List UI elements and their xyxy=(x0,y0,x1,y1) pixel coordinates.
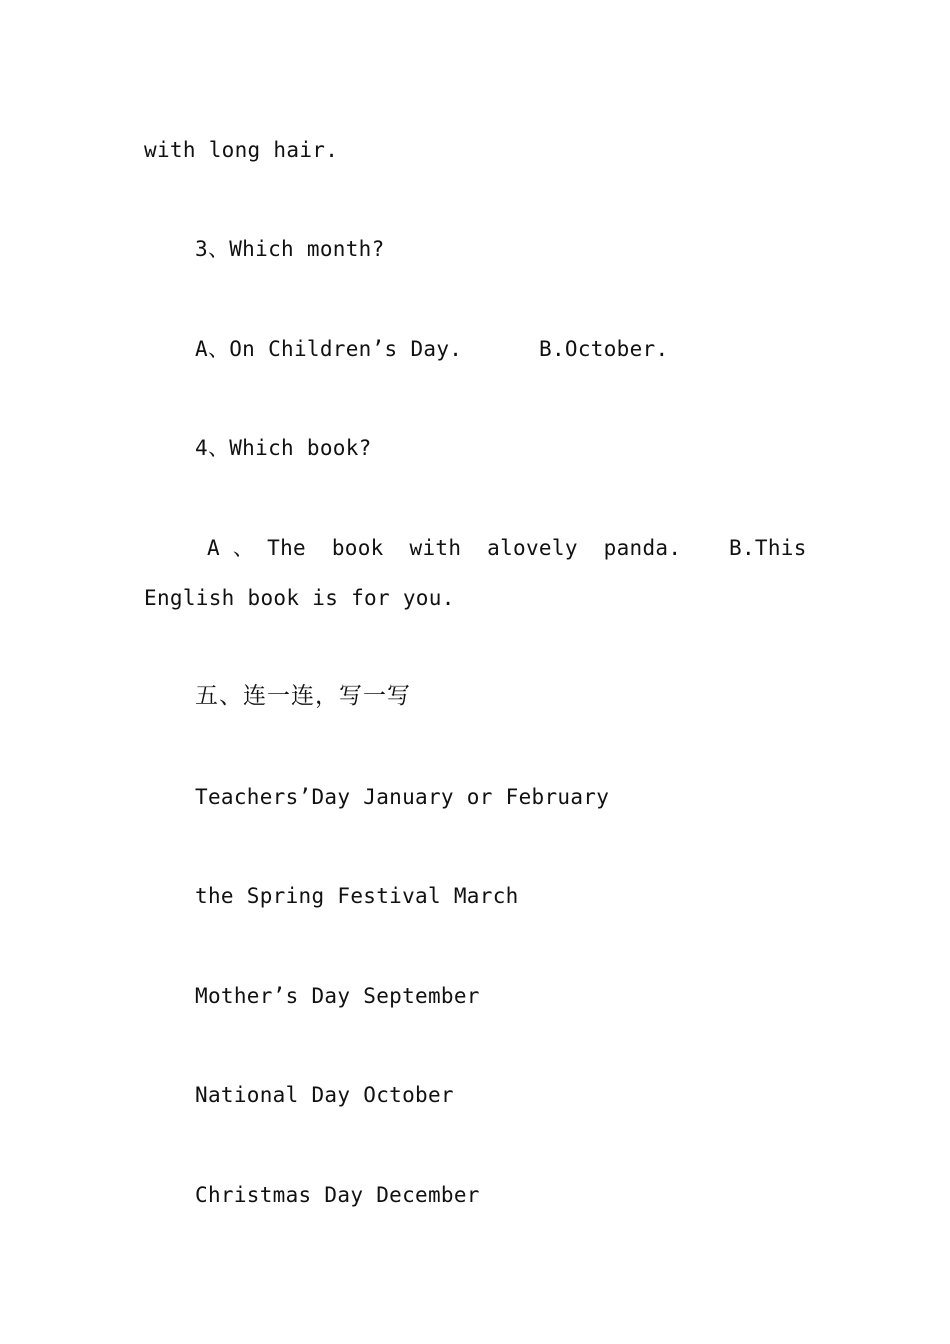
option-a: A 、 The book with alovely panda. xyxy=(207,536,682,560)
match-item: the Spring Festival March xyxy=(195,884,519,908)
match-item: Christmas Day December xyxy=(195,1183,480,1207)
text-line: with long hair. xyxy=(144,138,339,162)
match-item: Teachers’Day January or February xyxy=(195,785,610,809)
option-b-continued: English book is for you. xyxy=(144,586,455,610)
option-a: A、On Children’s Day. xyxy=(195,337,463,361)
match-item: Mother’s Day September xyxy=(195,984,480,1008)
question-3: 3、Which month? xyxy=(195,237,385,261)
question-4: 4、Which book? xyxy=(195,436,372,460)
option-b: B.October. xyxy=(539,337,669,361)
option-b: B.This xyxy=(729,536,807,560)
section-heading: 五、连一连，写一写 xyxy=(195,683,411,709)
match-item: National Day October xyxy=(195,1083,454,1107)
